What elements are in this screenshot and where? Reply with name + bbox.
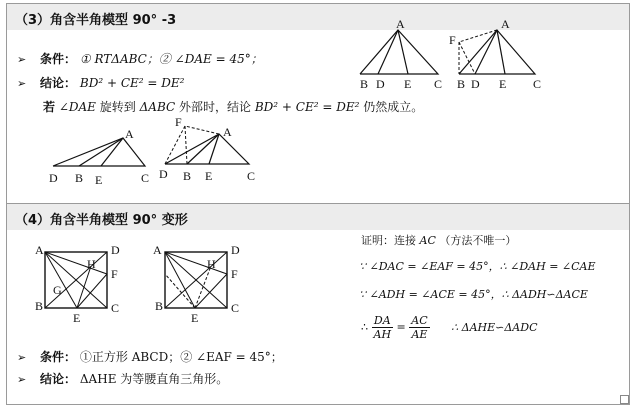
label-C: C xyxy=(111,301,120,315)
label-D: D xyxy=(471,77,480,91)
label-B: B xyxy=(155,299,164,313)
condition-label: 条件： xyxy=(40,350,77,364)
ext-angle: ∠DAE xyxy=(58,100,96,114)
label-E: E xyxy=(73,311,81,325)
figure-obtuse-rotated xyxy=(155,115,259,184)
conclusion-line xyxy=(17,370,228,387)
resize-handle-icon[interactable] xyxy=(620,395,629,404)
label-A: A xyxy=(35,243,44,257)
label-B: B xyxy=(35,299,44,313)
ext-suffix: 仍然成立。 xyxy=(363,100,424,114)
ext-mid1: 旋转到 xyxy=(99,100,136,114)
label-D: D xyxy=(376,77,385,91)
label-F: F xyxy=(175,115,182,129)
label-C: C xyxy=(434,77,443,91)
label-A: A xyxy=(396,17,405,31)
label-B: B xyxy=(360,77,369,91)
proof-line-1: ∵ ∠DAC = ∠EAF = 45°，∴ ∠DAH = ∠CAE xyxy=(359,260,596,273)
label-C: C xyxy=(247,169,256,183)
figure-square-1 xyxy=(35,244,135,324)
figure-triangle-basic xyxy=(352,17,452,91)
proof-line-2: ∵ ∠ADH = ∠ACE = 45°，∴ ΔADH∽ΔACE xyxy=(359,288,588,301)
figure-triangle-rotated xyxy=(447,17,547,91)
label-E: E xyxy=(205,169,213,183)
label-A: A xyxy=(153,243,162,257)
label-B: B xyxy=(75,171,84,185)
proof-header xyxy=(361,232,516,248)
label-E: E xyxy=(499,77,507,91)
label-E: E xyxy=(191,311,199,325)
conclusion-text: ΔAHE 为等腰直角三角形。 xyxy=(79,372,229,386)
label-F: F xyxy=(111,267,118,281)
fraction-da-ah: $\frac{DA}{AH}$ xyxy=(373,314,392,341)
proof-ac: AC xyxy=(419,234,436,247)
section-header-bar xyxy=(7,204,629,230)
label-A: A xyxy=(223,125,232,139)
proof-line-3-conclusion: ∴ ΔAHE∽ΔADC xyxy=(451,320,538,334)
label-C: C xyxy=(141,171,150,185)
label-H: H xyxy=(207,257,216,271)
condition-text: ① RTΔABC；② ∠DAE = 45°； xyxy=(79,52,263,66)
section-angle-half-model-variant xyxy=(6,203,630,405)
ext-mid2: 外部时，结论 xyxy=(179,100,252,114)
section-angle-half-model-3 xyxy=(6,3,630,205)
extension-statement xyxy=(43,98,423,115)
label-G: G xyxy=(53,283,62,297)
conclusion-label: 结论： xyxy=(40,372,77,386)
proof-title: 证明：连接 xyxy=(361,234,416,247)
label-F: F xyxy=(449,33,456,47)
label-A: A xyxy=(125,127,134,141)
label-B: B xyxy=(183,169,192,183)
proof-line-3: ∴ $\frac{DA}{AH}$ = $\frac{AC}{AE}$ ∴ ΔAHE∽ΔADC xyxy=(361,314,538,341)
label-D: D xyxy=(111,243,120,257)
label-E: E xyxy=(404,77,412,91)
label-E: E xyxy=(95,173,103,187)
equals-sign: = xyxy=(396,320,406,334)
label-D: D xyxy=(49,171,58,185)
bullet-arrow-icon: ➢ xyxy=(17,373,27,386)
fraction-ac-ae: $\frac{AC}{AE}$ xyxy=(411,314,428,341)
label-B: B xyxy=(457,77,466,91)
bullet-arrow-icon: ➢ xyxy=(17,77,27,90)
figure-square-2 xyxy=(153,244,253,324)
figure-obtuse-basic xyxy=(45,127,155,187)
condition-line xyxy=(17,50,263,67)
label-D: D xyxy=(231,243,240,257)
condition-line xyxy=(17,348,283,365)
label-F: F xyxy=(231,267,238,281)
label-D: D xyxy=(159,167,168,181)
section-title: （3）角含半角模型 90° -3 xyxy=(15,13,177,28)
condition-label: 条件： xyxy=(40,52,77,66)
conclusion-line xyxy=(17,74,184,91)
ext-triangle: ΔABC xyxy=(139,100,176,114)
bullet-arrow-icon: ➢ xyxy=(17,53,27,66)
label-A: A xyxy=(501,17,510,31)
conclusion-label: 结论： xyxy=(40,76,77,90)
label-C: C xyxy=(231,301,240,315)
conclusion-formula: BD² + CE² = DE² xyxy=(79,76,185,90)
label-C: C xyxy=(533,77,542,91)
condition-text: ①正方形 ABCD；② ∠EAF = 45°； xyxy=(79,350,283,364)
proof-note: （方法不唯一） xyxy=(439,234,517,247)
label-H: H xyxy=(87,257,96,271)
bullet-arrow-icon: ➢ xyxy=(17,351,27,364)
section-title: （4）角含半角模型 90° 变形 xyxy=(15,213,188,228)
ext-prefix: 若 xyxy=(43,100,56,114)
ext-formula: BD² + CE² = DE² xyxy=(254,100,360,114)
